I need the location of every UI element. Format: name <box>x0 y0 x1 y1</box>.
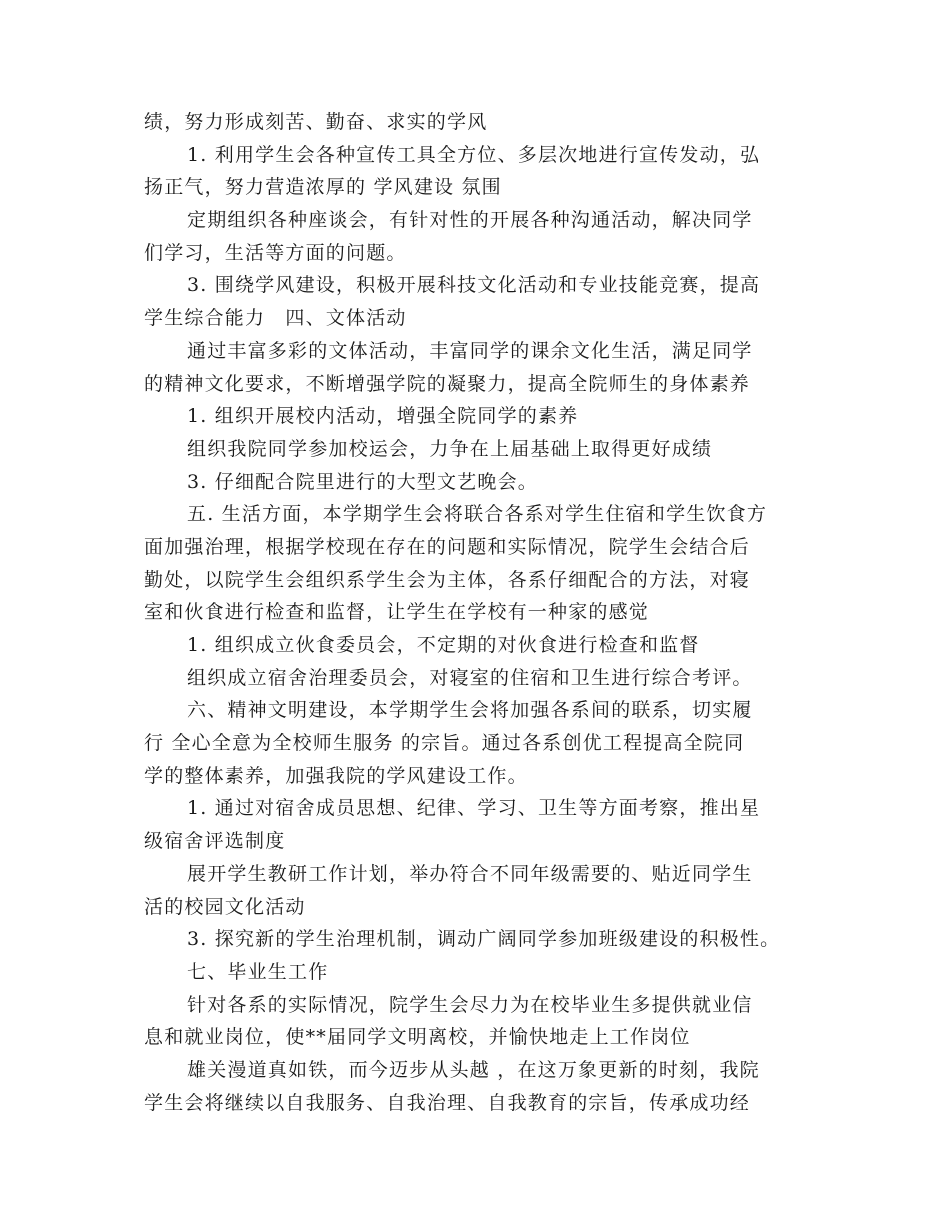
text-line: 六、精神文明建设，本学期学生会将加强各系间的联系，切实履 <box>187 699 753 722</box>
text-line: 定期组织各种座谈会，有针对性的开展各种沟通活动，解决同学 <box>187 209 753 232</box>
text-line: 行 全心全意为全校师生服务 的宗旨。通过各系创优工程提高全院同 <box>144 732 745 755</box>
text-line: 扬正气，努力营造浓厚的 学风建设 氛围 <box>144 176 502 199</box>
text-line: 组织我院同学参加校运会，力争在上届基础上取得更好成绩 <box>187 437 713 460</box>
text-line: 3. 围绕学风建设，积极开展科技文化活动和专业技能竞赛，提高 <box>187 274 761 297</box>
text-line: 五. 生活方面，本学期学生会将联合各系对学生住宿和学生饮食方 <box>187 503 768 526</box>
text-line: 勤处，以院学生会组织系学生会为主体，各系仔细配合的方法，对寝 <box>144 568 751 591</box>
text-line: 七、毕业生工作 <box>187 960 329 983</box>
text-line: 1. 利用学生会各种宣传工具全方位、多层次地进行宣传发动，弘 <box>187 143 761 166</box>
text-line: 学的整体素养，加强我院的学风建设工作。 <box>144 764 528 787</box>
text-line: 1. 组织成立伙食委员会，不定期的对伙食进行检查和监督 <box>187 634 700 656</box>
text-line: 室和伙食进行检查和监督，让学生在学校有一种家的感觉 <box>144 601 650 624</box>
text-line: 面加强治理，根据学校现在存在的问题和实际情况，院学生会结合后 <box>144 535 751 558</box>
text-line: 3. 探究新的学生治理机制，调动广阔同学参加班级建设的积极性。 <box>187 928 781 951</box>
text-line: 的精神文化要求，不断增强学院的凝聚力，提高全院师生的身体素养 <box>144 372 751 395</box>
text-line: 学生会将继续以自我服务、自我治理、自我教育的宗旨，传承成功经 <box>144 1091 751 1114</box>
text-line: 针对各系的实际情况，院学生会尽力为在校毕业生多提供就业信 <box>187 993 753 1016</box>
text-line: 1. 组织开展校内活动，增强全院同学的素养 <box>187 405 579 428</box>
text-line: 通过丰富多彩的文体活动，丰富同学的课余文化生活，满足同学 <box>187 339 753 362</box>
text-line: 组织成立宿舍治理委员会，对寝室的住宿和卫生进行综合考评。 <box>187 666 753 689</box>
text-line: 3. 仔细配合院里进行的大型文艺晚会。 <box>187 470 538 493</box>
text-line: 们学习，生活等方面的问题。 <box>144 241 407 264</box>
text-line: 活的校园文化活动 <box>144 895 306 918</box>
text-line: 学生综合能力 四、文体活动 <box>144 307 407 330</box>
document-body <box>144 106 804 1119</box>
text-line: 级宿舍评选制度 <box>144 830 286 853</box>
text-line: 雄关漫道真如铁，而今迈步从头越 ，在这万象更新的时刻，我院 <box>187 1058 760 1081</box>
text-line: 1. 通过对宿舍成员思想、纪律、学习、卫生等方面考察，推出星 <box>187 797 761 820</box>
text-line: 展开学生教研工作计划，举办符合不同年级需要的、贴近同学生 <box>187 862 753 885</box>
text-line: 绩，努力形成刻苦、勤奋、求实的学风 <box>144 111 488 133</box>
text-line: 息和就业岗位，使**届同学文明离校，并愉快地走上工作岗位 <box>144 1026 691 1049</box>
